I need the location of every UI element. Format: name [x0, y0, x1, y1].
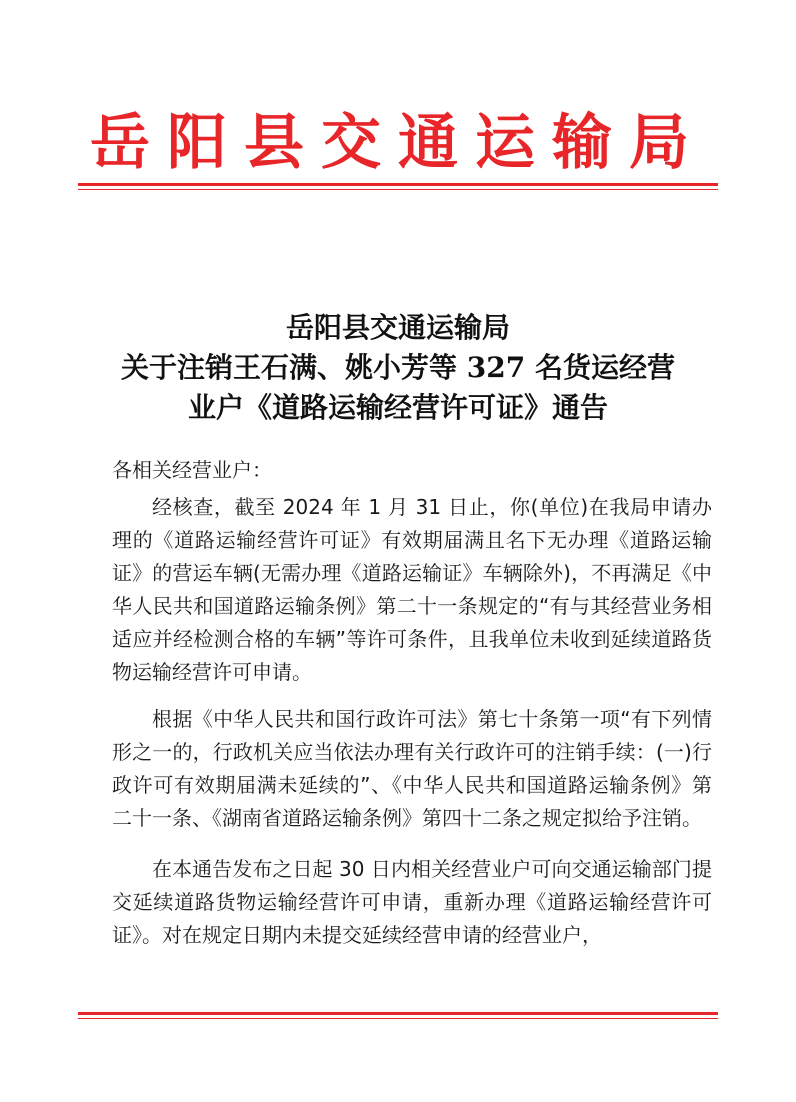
- footer-rule-thick: [78, 1012, 718, 1015]
- document-body: [112, 454, 712, 952]
- title-line-2: 关于注销王石满、姚小芳等 327 名货运经营: [121, 351, 675, 384]
- masthead: 岳阳县交通运输局: [90, 108, 706, 178]
- title-line-3: 业户《道路运输经营许可证》通告: [187, 391, 608, 424]
- body-paragraph: 在本通告发布之日起 30 日内相关经营业户可向交通运输部门提交延续道路货物运输经营许可申请，重新办理《道路运输经营许可证》。对在规定日期内未提交延续经营申请的经营业户，: [112, 857, 712, 947]
- body-paragraph: 经核查，截至 2024 年 1 月 31 日止，你(单位)在我局申请办理的《道路运输经营许可证》有效期届满且名下无办理《道路运输证》的营运车辆(无需办理《道路运输证》车辆除外)，不再满足《中华人民共和国道路运输条例》第二十一条规定的“有与其经营业务相适应并经检测合格的车辆”等许可条件，且我单位未收到延续道路货物运输经营许可申请。: [112, 495, 712, 684]
- salutation: 各相关经营业户：: [112, 458, 272, 482]
- footer-rule-thin: [78, 1018, 718, 1019]
- document-title: [80, 308, 716, 428]
- masthead-rule-thin: [78, 189, 718, 190]
- body-paragraph: 根据《中华人民共和国行政许可法》第七十条第一项“有下列情形之一的，行政机关应当依法办理有关行政许可的注销手续：(一)行政许可有效期届满未延续的”、《中华人民共和国道路运输条例》第二十一条、《湖南省道路运输条例》第四十二条之规定拟给予注销。: [112, 707, 712, 830]
- masthead-rule-thick: [78, 183, 718, 186]
- title-line-1: 岳阳县交通运输局: [285, 311, 510, 344]
